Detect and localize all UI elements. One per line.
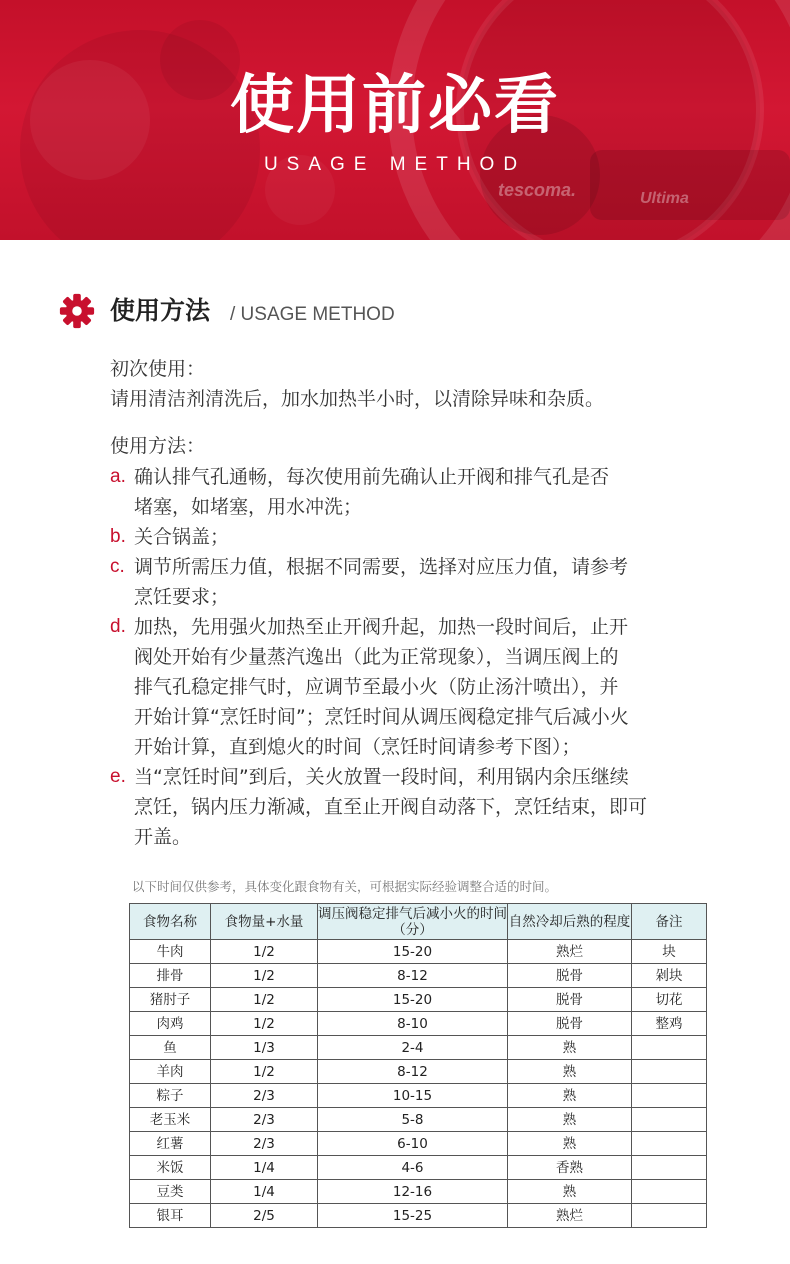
table-row [130, 1156, 707, 1180]
table-cell: 2-4 [318, 1036, 508, 1060]
table-cell: 排骨 [130, 964, 211, 988]
table-cell: 粽子 [130, 1084, 211, 1108]
table-cell: 5-8 [318, 1108, 508, 1132]
column-header: 备注 [632, 904, 707, 940]
table-cell: 6-10 [318, 1132, 508, 1156]
table-cell: 猪肘子 [130, 988, 211, 1012]
section-subtitle: / USAGE METHOD [230, 304, 395, 325]
table-row [130, 940, 707, 964]
step-line: 确认排气孔通畅，每次使用前先确认止开阀和排气孔是否 [134, 466, 610, 488]
hero-banner [0, 0, 790, 240]
table-cell: 香熟 [508, 1156, 632, 1180]
step-line: 关合锅盖； [134, 526, 230, 548]
table-cell: 8-12 [318, 964, 508, 988]
first-use-block [110, 354, 604, 414]
table-cell: 脱骨 [508, 964, 632, 988]
table-cell [632, 1204, 707, 1228]
table-cell: 老玉米 [130, 1108, 211, 1132]
step-b [110, 522, 750, 552]
table-cell: 红薯 [130, 1132, 211, 1156]
table-cell: 剁块 [632, 964, 707, 988]
step-line: 堵塞，如堵塞，用水冲洗； [134, 496, 363, 518]
column-header: 自然冷却后熟的程度 [508, 904, 632, 940]
table-cell: 熟 [508, 1180, 632, 1204]
table-cell: 10-15 [318, 1084, 508, 1108]
column-header: 食物量+水量 [211, 904, 318, 940]
table-cell: 鱼 [130, 1036, 211, 1060]
table-cell: 熟 [508, 1060, 632, 1084]
table-cell: 熟 [508, 1084, 632, 1108]
table-cell: 羊肉 [130, 1060, 211, 1084]
step-line: 开始计算“烹饪时间”；烹饪时间从调压阀稳定排气后减小火 [134, 706, 629, 728]
table-cell: 15-20 [318, 940, 508, 964]
table-cell [632, 1060, 707, 1084]
table-cell: 1/2 [211, 988, 318, 1012]
table-cell [632, 1036, 707, 1060]
step-d [110, 612, 750, 762]
cooking-time-table [129, 903, 707, 1228]
method-steps [110, 462, 750, 852]
section-title: 使用方法 [110, 296, 211, 325]
table-cell [632, 1180, 707, 1204]
table-header-row [130, 904, 707, 940]
step-line: 开盖。 [134, 826, 192, 848]
column-header: 调压阀稳定排气后减小火的时间（分） [318, 905, 507, 938]
table-cell: 脱骨 [508, 988, 632, 1012]
table-cell: 4-6 [318, 1156, 508, 1180]
table-row [130, 1012, 707, 1036]
table-cell: 牛肉 [130, 940, 211, 964]
table-row [130, 964, 707, 988]
step-letter: a. [110, 466, 126, 487]
column-header: 食物名称 [130, 904, 211, 940]
table-cell: 整鸡 [632, 1012, 707, 1036]
table-cell: 熟 [508, 1132, 632, 1156]
gear-icon [58, 292, 96, 330]
table-cell: 1/4 [211, 1180, 318, 1204]
table-cell: 熟 [508, 1108, 632, 1132]
model-watermark: Ultima [640, 190, 689, 207]
table-cell: 1/4 [211, 1156, 318, 1180]
first-use-heading: 初次使用： [110, 358, 206, 380]
step-letter: b. [110, 526, 126, 547]
step-line: 当“烹饪时间”到后，关火放置一段时间，利用锅内余压继续 [134, 766, 629, 788]
table-note: 以下时间仅供参考，具体变化跟食物有关，可根据实际经验调整合适的时间。 [132, 879, 558, 894]
table-cell: 熟 [508, 1036, 632, 1060]
table-cell: 8-12 [318, 1060, 508, 1084]
table-row [130, 1180, 707, 1204]
table-cell: 块 [632, 940, 707, 964]
table-cell: 米饭 [130, 1156, 211, 1180]
table-cell: 8-10 [318, 1012, 508, 1036]
table-cell: 切花 [632, 988, 707, 1012]
step-line: 烹饪，锅内压力渐减，直至止开阀自动落下，烹饪结束，即可 [134, 796, 648, 818]
table-cell: 脱骨 [508, 1012, 632, 1036]
table-row [130, 1108, 707, 1132]
step-letter: e. [110, 766, 126, 787]
table-cell: 1/2 [211, 940, 318, 964]
step-letter: c. [110, 556, 125, 577]
table-row [130, 1132, 707, 1156]
table-cell: 肉鸡 [130, 1012, 211, 1036]
table-cell: 1/3 [211, 1036, 318, 1060]
table-cell: 熟烂 [508, 1204, 632, 1228]
step-c [110, 552, 750, 612]
table-row [130, 1036, 707, 1060]
brand-watermark: tescoma. [498, 180, 577, 200]
step-line: 加热，先用强火加热至止开阀升起，加热一段时间后，止开 [134, 616, 629, 638]
banner-title: 使用前必看 [230, 69, 560, 143]
table-cell [632, 1132, 707, 1156]
table-cell: 豆类 [130, 1180, 211, 1204]
table-row [130, 1084, 707, 1108]
step-line: 阀处开始有少量蒸汽逸出（此为正常现象），当调压阀上的 [134, 646, 619, 668]
step-e [110, 762, 750, 852]
table-cell [632, 1108, 707, 1132]
table-row [130, 1060, 707, 1084]
table-cell: 15-20 [318, 988, 508, 1012]
step-a [110, 462, 750, 522]
table-cell: 熟烂 [508, 940, 632, 964]
table-cell: 2/3 [211, 1132, 318, 1156]
table-cell: 银耳 [130, 1204, 211, 1228]
step-line: 调节所需压力值，根据不同需要，选择对应压力值，请参考 [134, 556, 629, 578]
table-cell: 2/5 [211, 1204, 318, 1228]
table-cell [632, 1156, 707, 1180]
table-row [130, 1204, 707, 1228]
table-cell: 2/3 [211, 1108, 318, 1132]
table-cell: 1/2 [211, 964, 318, 988]
step-line: 烹饪要求； [134, 586, 230, 608]
table-cell [632, 1084, 707, 1108]
table-cell: 2/3 [211, 1084, 318, 1108]
step-line: 开始计算，直到熄火的时间（烹饪时间请参考下图）； [134, 736, 581, 758]
table-cell: 1/2 [211, 1012, 318, 1036]
first-use-body: 请用清洁剂清洗后，加水加热半小时，以清除异味和杂质。 [110, 388, 605, 410]
banner-subtitle: USAGE METHOD [263, 154, 527, 175]
table-cell: 15-25 [318, 1204, 508, 1228]
table-cell: 1/2 [211, 1060, 318, 1084]
table-row [130, 988, 707, 1012]
step-letter: d. [110, 616, 126, 637]
step-line: 排气孔稳定排气时，应调节至最小火（防止汤汁喷出），并 [134, 676, 619, 698]
method-block [110, 431, 205, 461]
table-cell: 12-16 [318, 1180, 508, 1204]
method-heading: 使用方法： [110, 435, 206, 457]
